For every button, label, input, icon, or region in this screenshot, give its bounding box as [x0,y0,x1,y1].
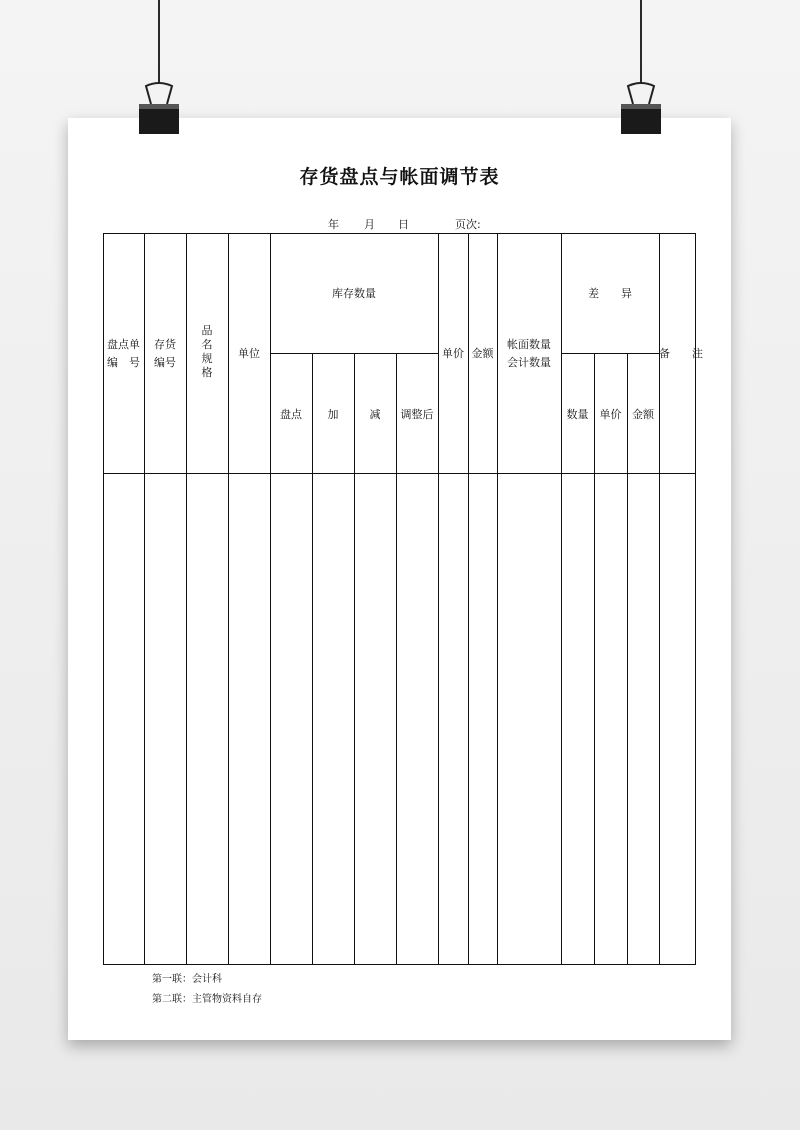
binder-clip-right-icon [618,82,664,138]
subcol-divider [594,353,595,965]
hanging-string-right [640,0,642,84]
col-divider [468,233,469,965]
group-header-separator [270,353,438,354]
header-name-spec: 品 名 规 格 [201,324,213,379]
header-sub-add: 加 [327,408,339,421]
page-title: 存货盘点与帐面调节表 [299,166,500,188]
paper-sheet [68,118,731,1040]
header-book-quantity: 帐面数量 会计数量 [507,338,551,369]
header-stock-quantity: 库存数量 [332,287,376,300]
header-count-sheet-no: 盘点单 编 号 [107,338,140,369]
header-sub-minus: 减 [369,408,381,421]
col-divider [659,233,660,965]
header-sub-adjusted: 调整后 [400,408,434,421]
header-amount: 金额 [471,347,494,360]
subcol-divider [354,353,355,965]
col-divider [438,233,439,965]
header-bottom-line [103,473,696,474]
header-diff-quantity: 数量 [566,408,589,421]
footer-copy-two: 第二联：主管物资料自存 [152,994,262,1005]
date-month-label: 月 [364,218,375,231]
hanging-string-left [158,0,160,84]
header-sub-count: 盘点 [280,408,302,421]
footer-copy-one: 第一联：会计科 [152,974,222,985]
page-number-label: 页次: [455,218,481,231]
subcol-divider [627,353,628,965]
date-year-label: 年 [328,218,339,231]
date-day-label: 日 [398,218,409,231]
col-divider [270,233,271,965]
subcol-divider [312,353,313,965]
col-divider [228,233,229,965]
header-diff-amount: 金额 [632,408,654,421]
group-header-separator [561,353,659,354]
header-remarks: 备 注 [659,347,703,360]
header-inventory-no: 存货 编号 [154,338,176,369]
col-divider [561,233,562,965]
binder-clip-left-icon [136,82,182,138]
header-unit: 单位 [238,347,260,360]
header-diff-unit-price: 单价 [599,408,622,421]
header-difference: 差 异 [588,287,632,300]
header-unit-price: 单价 [442,347,464,360]
subcol-divider [396,353,397,965]
